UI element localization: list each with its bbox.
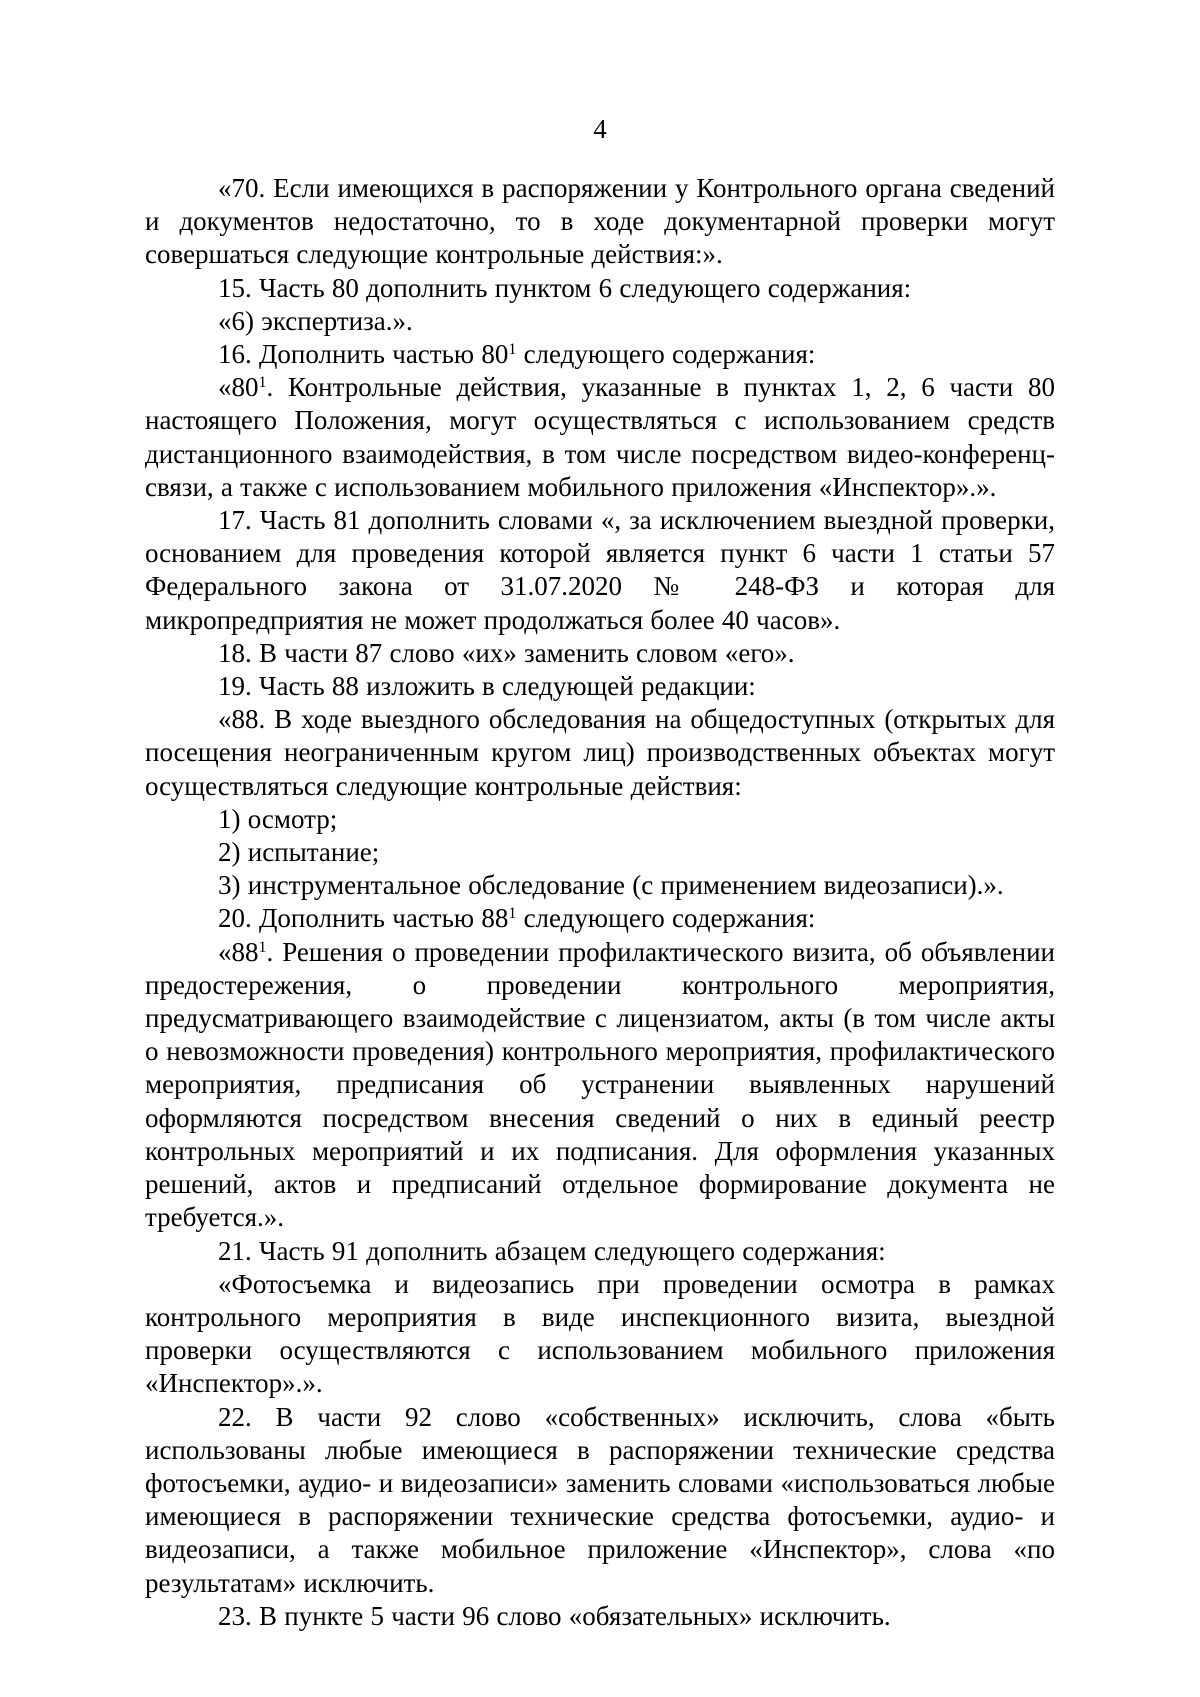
paragraph-88-quote: «88. В ходе выездного обследования на общедоступных (открытых для посещения неограниченным кругом лиц) производственных объектах могут осуществляться следующие контрольные действия: [145,704,1055,801]
list-item-inspection: 1) осмотр; [218,803,338,834]
paragraph-item-23: 23. В пункте 5 части 96 слово «обязательных» исключить. [218,1600,891,1631]
superscript: 1 [258,938,267,956]
paragraph-item-18: 18. В части 87 слово «их» заменить словом «его». [218,637,795,668]
paragraph-70-quote: «70. Если имеющихся в распоряжении у Контрольного органа сведений и документов недостаточно, то в ходе документарной проверки могут совершаться следующие контрольные действия:». [145,173,1055,270]
paragraph-item-16: 16. Дополнить частью $80^1$ следующего содержания: [218,339,816,370]
list-item-testing: 2) испытание; [218,837,380,868]
paragraph-88-1-quote: «$88^1$. Решения о проведении профилактического визита, об объявлении предостережения, о проведении контрольного мероприятия, предусматривающего взаимодействие с лицензиатом, акты (в том числе акты о невозможности проведения) контрольного мероприятия, профилактического мероприятия, предписания об устранении выявленных нарушений оформляются посредством внесения сведений о них в единый реестр контрольных мероприятий и их подписания. Для оформления указанных решений, актов и предписаний отдельное формирование документа не требуется.». [145,936,1055,1233]
paragraph-item-19: 19. Часть 88 изложить в следующей редакции: [218,671,756,702]
paragraph-item-20: 20. Дополнить частью $88^1$ следующего содержания: [218,903,816,934]
paragraph-item-17: 17. Часть 81 дополнить словами «, за исключением выездной проверки, основанием для проведения которой является пункт 6 части 1 статьи 57 Федерального закона от 31.07.2020 № 248-ФЗ и которая для микропредприятия не может продолжаться более 40 часов». [145,505,1055,635]
superscript: 1 [258,374,267,392]
paragraph-80-1-quote: «$80^1$. Контрольные действия, указанные в пунктах 1, 2, 6 части 80 настоящего Положения, могут осуществляться с использованием средств дистанционного взаимодействия, в том числе посредством видео-конференц-связи, а также с использованием мобильного приложения «Инспектор».». [145,372,1055,502]
paragraph-item-15: 15. Часть 80 дополнить пунктом 6 следующего содержания: [218,272,912,303]
document-body [145,172,1055,1633]
paragraph-91-quote: «Фотосъемка и видеозапись при проведении осмотра в рамках контрольного мероприятия в виде инспекционного визита, выездной проверки осуществляются с использованием мобильного приложения «Инспектор».». [145,1268,1055,1399]
page-number: 4 [593,114,607,144]
superscript: 1 [508,341,517,359]
paragraph-item-22: 22. В части 92 слово «собственных» исключить, слова «быть использованы любые имеющиеся в распоряжении технические средства фотосъемки, аудио- и видеозаписи» заменить словами «использоваться любые имеющиеся в распоряжении технические средства фотосъемки, аудио- и видеозаписи, а также мобильное приложение «Инспектор», слова «по результатам» исключить. [145,1401,1055,1598]
paragraph-item-15-quote: «6) экспертиза.». [218,305,413,336]
list-item-instrumental: 3) инструментальное обследование (с применением видеозаписи).». [218,870,1004,901]
paragraph-item-21: 21. Часть 91 дополнить абзацем следующего содержания: [218,1235,886,1266]
superscript: 1 [508,905,517,923]
